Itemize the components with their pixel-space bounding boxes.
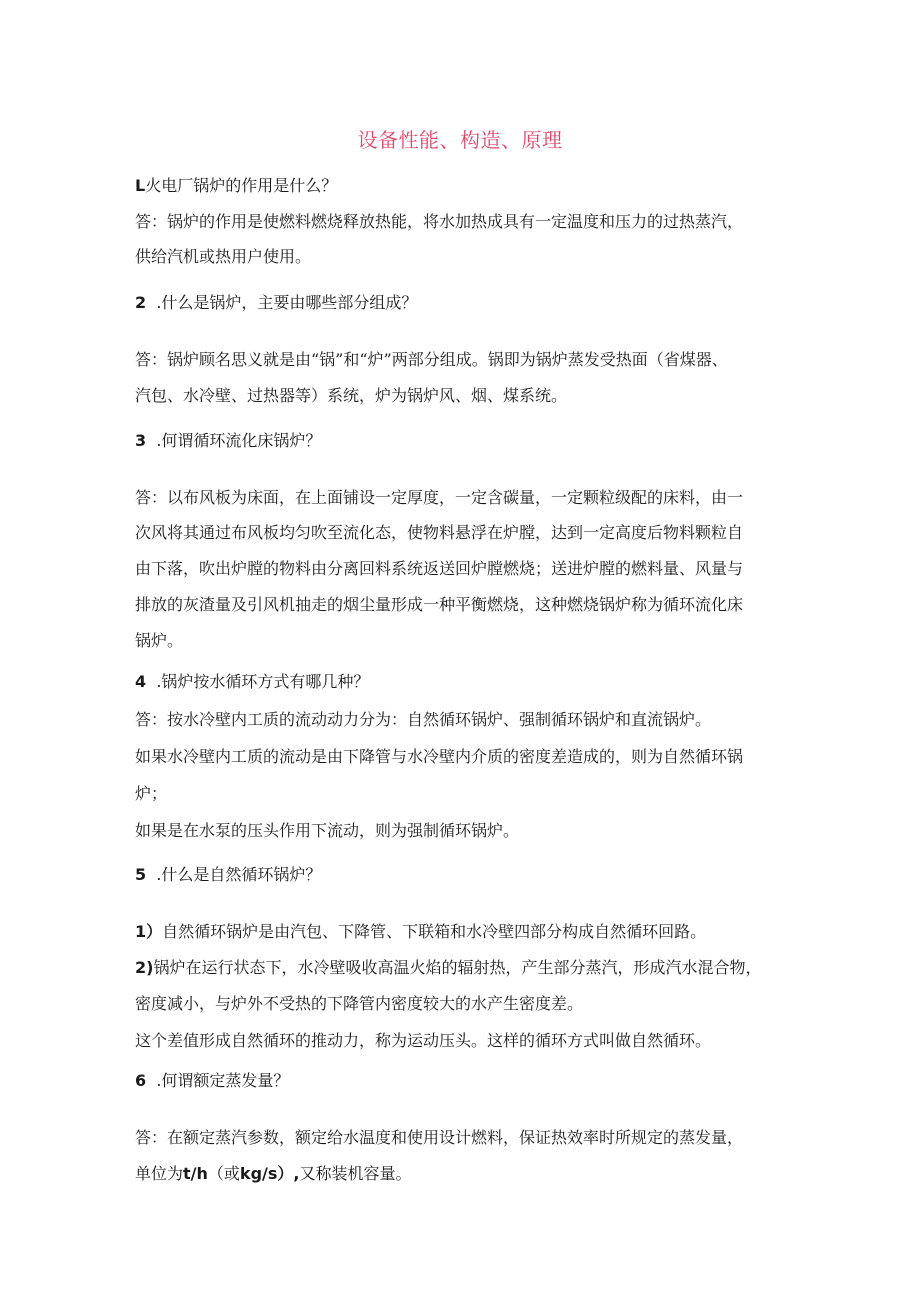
answer-line: 由下落，吹出炉膛的物料由分离回料系统返送回炉膛燃烧；送进炉膛的燃料量、风量与 bbox=[135, 559, 744, 578]
unit-prefix: 单位为 bbox=[135, 1164, 184, 1183]
answer-line: 如果是在水泵的压头作用下流动，则为强制循环锅炉。 bbox=[135, 821, 520, 840]
answer-line: 排放的灰渣量及引风机抽走的烟尘量形成一种平衡燃烧，这种燃烧锅炉称为循环流化床 bbox=[135, 595, 744, 614]
question-2 bbox=[135, 293, 417, 313]
answer-line: 锅炉。 bbox=[135, 631, 184, 650]
question-4 bbox=[135, 672, 369, 692]
point-1 bbox=[135, 922, 706, 942]
point-2 bbox=[135, 958, 761, 978]
unit-kgs: kg/s bbox=[239, 1164, 278, 1183]
page-title: 设备性能、构造、原理 bbox=[357, 128, 563, 152]
answer-line: 这个差值形成自然循环的推动力，称为运动压头。这样的循环方式叫做自然循环。 bbox=[135, 1031, 712, 1050]
point-text: 锅炉在运行状态下，水冷壁吸收高温火焰的辐射热，产生部分蒸汽，形成汽水混合物， bbox=[153, 958, 762, 977]
unit-close: ）, bbox=[277, 1164, 300, 1183]
unit-or: （或 bbox=[207, 1164, 240, 1183]
question-3 bbox=[135, 431, 321, 451]
question-text: .什么是自然循环锅炉？ bbox=[156, 865, 322, 884]
answer-line: 供给汽机或热用户使用。 bbox=[135, 247, 312, 266]
question-number: 6 bbox=[135, 1071, 147, 1090]
answer-line: 答：锅炉的作用是使燃料燃烧释放热能，将水加热成具有一定温度和压力的过热蒸汽， bbox=[135, 212, 744, 231]
unit-th: t/h bbox=[183, 1164, 208, 1183]
answer-line: 密度减小，与炉外不受热的下降管内密度较大的水产生密度差。 bbox=[135, 994, 584, 1013]
answer-line: 次风将其通过布风板均匀吹至流化态，使物料悬浮在炉膛，达到一定高度后物料颗粒自 bbox=[135, 523, 744, 542]
answer-line: 答：在额定蒸汽参数，额定给水温度和使用设计燃料，保证热效率时所规定的蒸发量， bbox=[135, 1128, 744, 1147]
question-text: .锅炉按水循环方式有哪几种？ bbox=[156, 672, 370, 691]
question-6 bbox=[135, 1071, 289, 1091]
point-text: 自然循环锅炉是由汽包、下降管、下联箱和水冷壁四部分构成自然循环回路。 bbox=[162, 922, 707, 941]
answer-line: 汽包、水冷壁、过热器等）系统，炉为锅炉风、烟、煤系统。 bbox=[135, 386, 568, 405]
question-number: 4 bbox=[135, 672, 147, 691]
question-number: 2 bbox=[135, 293, 147, 312]
point-number: 1） bbox=[135, 922, 163, 941]
question-1 bbox=[135, 176, 337, 196]
point-number: 2) bbox=[135, 958, 154, 977]
answer-line: 答：锅炉顾名思义就是由“锅”和“炉”两部分组成。锅即为锅炉蒸发受热面（省煤器、 bbox=[135, 350, 728, 369]
question-text: 火电厂锅炉的作用是什么？ bbox=[145, 176, 338, 195]
answer-line: 答：按水冷壁内工质的流动动力分为：自然循环锅炉、强制循环锅炉和直流锅炉。 bbox=[135, 710, 712, 729]
question-number: 5 bbox=[135, 865, 147, 884]
answer-line: 答：以布风板为床面，在上面铺设一定厚度，一定含碳量，一定颗粒级配的床料，由一 bbox=[135, 488, 744, 507]
question-5 bbox=[135, 865, 321, 885]
question-number: L bbox=[135, 176, 146, 195]
question-text: .何谓额定蒸发量？ bbox=[156, 1071, 290, 1090]
question-text: .何谓循环流化床锅炉？ bbox=[156, 431, 322, 450]
answer-line: 如果水冷壁内工质的流动是由下降管与水冷壁内介质的密度差造成的，则为自然循环锅 bbox=[135, 747, 744, 766]
question-number: 3 bbox=[135, 431, 147, 450]
answer-line-unit bbox=[135, 1164, 412, 1184]
answer-line: 炉； bbox=[135, 784, 168, 803]
unit-suffix: 又称装机容量。 bbox=[299, 1164, 412, 1183]
question-text: .什么是锅炉，主要由哪些部分组成？ bbox=[156, 293, 418, 312]
